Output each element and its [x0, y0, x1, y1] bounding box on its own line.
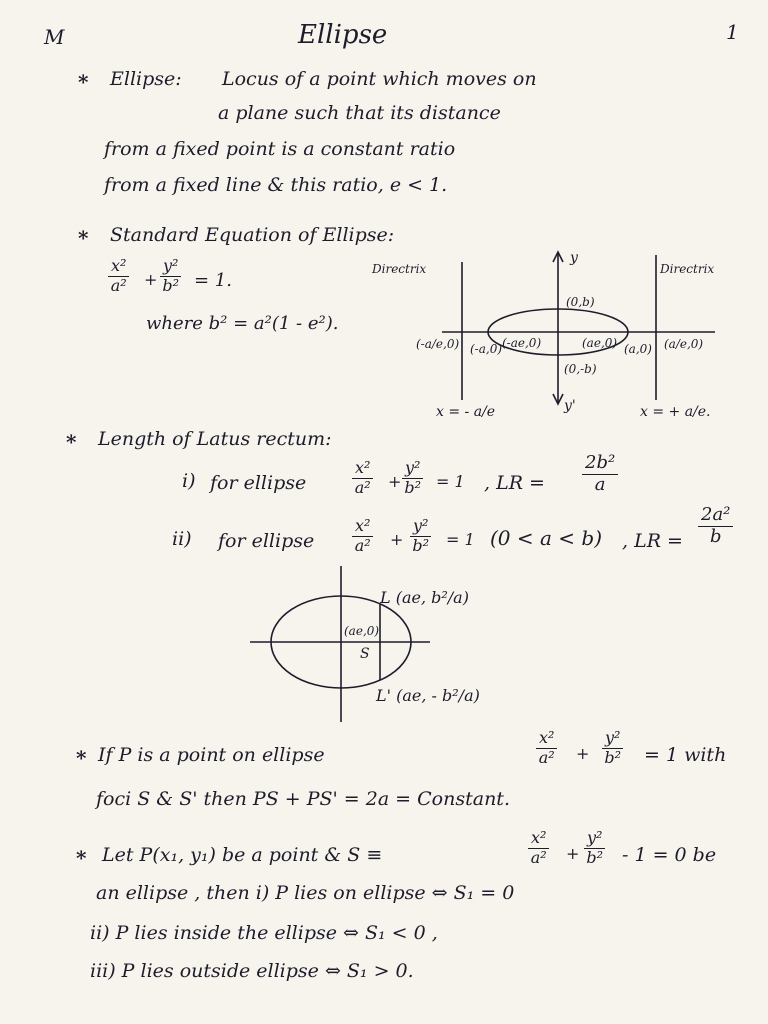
position-y-num: y²: [584, 830, 605, 849]
latus-i-label: i): [182, 470, 196, 492]
right-vertex-label: (a,0): [624, 342, 652, 356]
latus-ii-lr-den: b: [709, 525, 722, 547]
latus-i-x-num: x²: [352, 460, 373, 479]
position-x-num: x²: [528, 830, 549, 849]
foci-line1-rhs: = 1 with: [644, 744, 727, 766]
definition-lead: Ellipse:: [110, 68, 182, 90]
lr-focus-point: (ae,0): [344, 624, 380, 638]
latus-i-lr-den: a: [594, 473, 606, 495]
top-point-label: (0,b): [566, 295, 595, 309]
std-eq-y-num: y²: [160, 258, 181, 277]
latus-i-x-den: a²: [354, 477, 371, 497]
definition-line3: from a fixed point is a constant ratio: [104, 138, 456, 160]
right-directrix-equation: x = + a/e.: [640, 404, 711, 420]
latus-ii-x-den: a²: [354, 535, 371, 555]
foci-y-den: b²: [604, 747, 622, 767]
page-title: Ellipse: [298, 20, 388, 50]
page-number: 1: [726, 20, 739, 44]
y-axis-neg-label: y': [564, 398, 576, 414]
position-line4: iii) P lies outside ellipse ⇔ S₁ > 0.: [90, 960, 414, 982]
right-directrix-point: (a/e,0): [664, 337, 704, 351]
latus-i-text: for ellipse: [210, 472, 307, 494]
foci-x-num: x²: [536, 730, 557, 749]
right-focus-label: (ae,0): [582, 336, 618, 350]
latus-i-rhs: = 1: [436, 472, 465, 491]
definition-line1: Locus of a point which moves on: [222, 68, 537, 90]
left-directrix-label: Directrix: [372, 262, 427, 276]
std-eq-x-num: x²: [108, 258, 129, 277]
right-directrix-label: Directrix: [660, 262, 715, 276]
left-focus-label: (-ae,0): [502, 336, 542, 350]
definition-line4: from a fixed line & this ratio, e < 1.: [104, 174, 448, 196]
position-x-den: a²: [530, 847, 547, 867]
std-where: where b² = a²(1 - e²).: [146, 313, 339, 334]
latus-i-y-den: b²: [404, 477, 422, 497]
bottom-point-label: (0,-b): [564, 362, 597, 376]
foci-line1: If P is a point on ellipse: [98, 744, 325, 766]
std-eq-rhs: = 1.: [194, 270, 232, 291]
position-y-fraction: [584, 830, 605, 867]
foci-x-den: a²: [538, 747, 555, 767]
position-line3: ii) P lies inside the ellipse ⇔ S₁ < 0 ,: [90, 922, 438, 944]
latus-i-lr-num: 2b²: [582, 454, 618, 475]
latus-ii-text: for ellipse: [218, 530, 315, 552]
bullet-standard: *: [78, 226, 89, 250]
std-eq-y-den: b²: [162, 275, 180, 295]
position-line1: Let P(x₁, y₁) be a point & S ≡: [102, 844, 383, 866]
position-line1-rhs: - 1 = 0 be: [622, 844, 717, 866]
standard-heading: Standard Equation of Ellipse:: [110, 224, 395, 246]
left-directrix-point: (-a/e,0): [416, 337, 460, 351]
lr-L-prime-point: L' (ae, - b²/a): [376, 686, 480, 705]
position-x-fraction: [528, 830, 549, 867]
latus-i-lr: , LR =: [484, 472, 545, 494]
position-y-den: b²: [586, 847, 604, 867]
foci-y-fraction: [602, 730, 623, 767]
left-directrix-equation: x = - a/e: [436, 404, 496, 420]
bullet-position: *: [76, 846, 87, 870]
latus-ii-condition: (0 < a < b): [490, 526, 603, 550]
latus-ii-x-num: x²: [352, 518, 373, 537]
foci-line2: foci S & S' then PS + PS' = 2a = Constant.: [96, 788, 510, 810]
bullet-latus: *: [66, 430, 77, 454]
definition-line2: a plane such that its distance: [218, 102, 501, 124]
latus-ii-label: ii): [172, 528, 192, 550]
bullet-definition: *: [78, 70, 89, 94]
std-eq-plus: +: [144, 270, 158, 289]
y-axis-label: y: [570, 250, 578, 266]
lr-L-point: L (ae, b²/a): [380, 588, 469, 607]
latus-i-plus: +: [388, 472, 402, 491]
position-line2: an ellipse , then i) P lies on ellipse ⇔ S₁ = 0: [96, 882, 515, 904]
latus-ii-plus: +: [390, 530, 404, 549]
latus-i-y-num: y²: [402, 460, 423, 479]
foci-y-num: y²: [602, 730, 623, 749]
left-vertex-label: (-a,0): [470, 342, 503, 356]
corner-mark: M: [44, 25, 65, 49]
latus-ii-y-den: b²: [412, 535, 430, 555]
bullet-foci: *: [76, 746, 87, 770]
latus-ii-y-num: y²: [410, 518, 431, 537]
lr-S-label: S: [360, 646, 370, 662]
position-plus: +: [566, 844, 580, 863]
std-eq-x-den: a²: [110, 275, 127, 295]
foci-plus: +: [576, 744, 590, 763]
latus-heading: Length of Latus rectum:: [98, 428, 332, 450]
latus-ii-lr-num: 2a²: [698, 506, 733, 527]
latus-ii-rhs: = 1: [446, 530, 475, 549]
latus-ii-lr: , LR =: [622, 530, 683, 552]
foci-x-fraction: [536, 730, 557, 767]
